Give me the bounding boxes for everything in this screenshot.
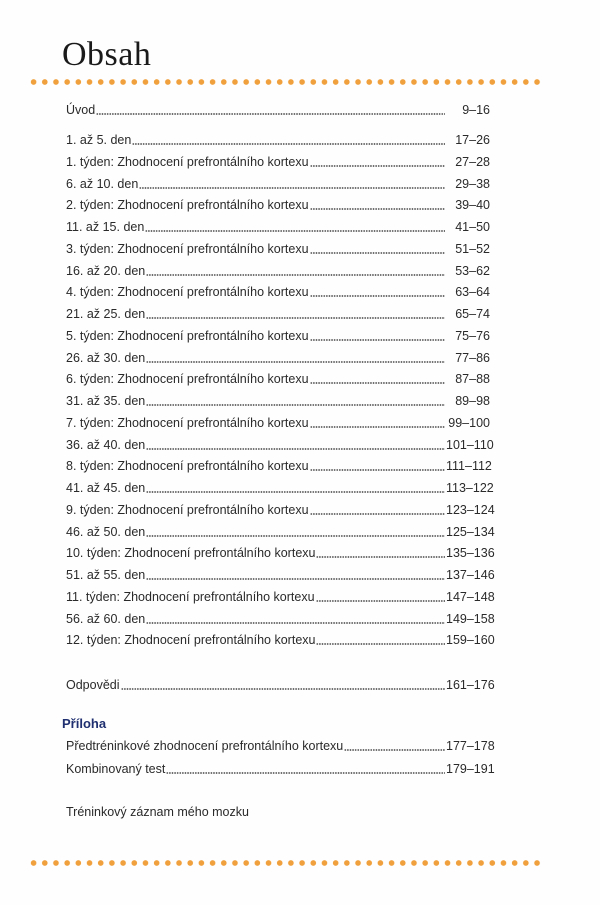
toc-dot-leader (146, 491, 445, 493)
toc-entry-title: 1. týden: Zhodnocení prefrontálního kortexu (66, 154, 309, 169)
toc-dot-leader (310, 295, 445, 297)
toc-dot-leader (139, 187, 445, 189)
toc-dot-leader (132, 143, 445, 145)
toc-entry (66, 350, 490, 366)
toc-dot-leader (146, 448, 445, 450)
toc-entry-title: 12. týden: Zhodnocení prefrontálního kortexu (66, 633, 316, 648)
toc-entry-title: 3. týden: Zhodnocení prefrontálního kortexu (66, 241, 309, 256)
toc-entry (66, 176, 490, 192)
toc-entry-title: 6. týden: Zhodnocení prefrontálního kortexu (66, 372, 309, 387)
top-dotted-divider (28, 79, 544, 85)
toc-entry-pages: 101–110 (446, 437, 494, 452)
toc-dot-leader (344, 749, 445, 751)
toc-entry (66, 393, 490, 409)
toc-dot-leader (121, 688, 445, 690)
toc-entry-pages: 137–146 (446, 568, 495, 582)
toc-dot-leader (146, 578, 445, 580)
toc-entry-pages: 9–16 (462, 103, 490, 117)
toc-entry-title: 21. až 25. den (66, 307, 146, 321)
toc-entry-pages: 27–28 (455, 154, 490, 169)
toc-dot-leader (310, 208, 445, 210)
toc-entry-pages: 113–122 (446, 481, 494, 495)
toc-dot-leader (145, 230, 445, 232)
toc-entry-pages: 147–148 (446, 589, 495, 604)
toc-entry-title: 8. týden: Zhodnocení prefrontálního kortexu (66, 459, 309, 474)
toc-dot-leader (310, 252, 445, 254)
toc-dot-leader (316, 643, 445, 645)
toc-dot-leader (316, 600, 445, 602)
toc-entry (66, 677, 495, 693)
toc-dot-leader (310, 382, 445, 384)
toc-entry-title: 46. až 50. den (66, 524, 146, 539)
toc-entry (66, 197, 490, 213)
toc-entry-pages: 51–52 (455, 241, 490, 256)
toc-dot-leader (146, 535, 445, 537)
toc-entry (66, 437, 494, 453)
toc-entry-pages: 63–64 (455, 285, 490, 300)
toc-dot-leader (316, 556, 445, 558)
toc-entry-pages: 41–50 (455, 220, 490, 234)
toc-entry (66, 241, 490, 257)
toc-entry-title: 2. týden: Zhodnocení prefrontálního kortexu (66, 198, 309, 213)
toc-entry-pages: 29–38 (455, 176, 490, 191)
toc-entry-title: Odpovědi (66, 678, 120, 692)
appendix-entry-title: Předtréninkové zhodnocení prefrontálního kortexu (66, 739, 344, 753)
toc-entry (66, 458, 490, 474)
appendix-entry (66, 738, 495, 754)
toc-dot-leader (146, 404, 445, 406)
appendix-entry-pages: 179–191 (446, 762, 495, 776)
toc-entry-title: 9. týden: Zhodnocení prefrontálního kortexu (66, 502, 309, 517)
toc-entry (66, 632, 495, 648)
toc-entry-pages: 53–62 (455, 263, 490, 278)
toc-entry (66, 306, 490, 322)
toc-entry (66, 589, 495, 605)
toc-entry-title: 56. až 60. den (66, 611, 146, 626)
toc-entry-title: 1. až 5. den (66, 133, 132, 147)
toc-entry-pages: 17–26 (455, 133, 490, 147)
toc-dot-leader (310, 513, 445, 515)
toc-entry (66, 132, 490, 148)
toc-entry (66, 567, 495, 583)
toc-entry (66, 154, 490, 170)
toc-entry (66, 524, 495, 540)
toc-entry (66, 328, 490, 344)
toc-entry-title: 5. týden: Zhodnocení prefrontálního kortexu (66, 328, 309, 343)
toc-entry (66, 102, 490, 118)
toc-dot-leader (310, 426, 445, 428)
toc-dot-leader (146, 361, 445, 363)
toc-entry (66, 611, 495, 627)
toc-entry-title: 51. až 55. den (66, 568, 146, 582)
appendix-entry-title: Kombinovaný test (66, 762, 166, 776)
toc-entry-title: 10. týden: Zhodnocení prefrontálního kortexu (66, 546, 316, 561)
toc-entry-pages: 39–40 (455, 198, 490, 213)
toc-entry (66, 545, 495, 561)
toc-dot-leader (166, 772, 445, 774)
toc-entry-pages: 161–176 (446, 678, 495, 692)
toc-entry-title: 11. týden: Zhodnocení prefrontálního kortexu (66, 589, 315, 604)
page-title: Obsah (62, 36, 152, 73)
toc-entry-pages: 135–136 (446, 546, 495, 561)
toc-entry-title: 11. až 15. den (66, 220, 145, 234)
toc-entry-pages: 111–112 (446, 459, 492, 474)
toc-entry-title: 6. až 10. den (66, 176, 139, 191)
toc-entry-pages: 89–98 (455, 394, 490, 408)
appendix-heading: Příloha (62, 716, 107, 731)
toc-entry-pages: 87–88 (455, 372, 490, 387)
toc-entry (66, 263, 490, 279)
toc-entry (66, 415, 490, 431)
toc-entry-title: 26. až 30. den (66, 350, 146, 365)
toc-dot-leader (146, 274, 445, 276)
toc-entry-pages: 149–158 (446, 611, 495, 626)
appendix-entry (66, 761, 495, 777)
toc-entry-title: 41. až 45. den (66, 481, 146, 495)
toc-entry-pages: 123–124 (446, 502, 495, 517)
toc-entry-pages: 77–86 (455, 350, 490, 365)
toc-entry-title: 4. týden: Zhodnocení prefrontálního kortexu (66, 285, 309, 300)
toc-entry-pages: 125–134 (446, 524, 495, 539)
toc-entry-pages: 65–74 (455, 307, 490, 321)
toc-entry-pages: 99–100 (448, 415, 490, 430)
training-record-entry: Tréninkový záznam mého mozku (66, 805, 249, 819)
toc-dot-leader (146, 317, 445, 319)
toc-entry (66, 219, 490, 235)
toc-entry-title: 36. až 40. den (66, 437, 146, 452)
toc-dot-leader (310, 165, 445, 167)
toc-dot-leader (146, 622, 445, 624)
toc-entry-title: 7. týden: Zhodnocení prefrontálního kortexu (66, 415, 309, 430)
toc-entry (66, 371, 490, 387)
toc-entry (66, 502, 495, 518)
toc-entry-pages: 159–160 (446, 633, 495, 648)
bottom-dotted-divider (28, 860, 544, 866)
toc-entry (66, 284, 490, 300)
toc-entry-pages: 75–76 (455, 328, 490, 343)
toc-dot-leader (96, 113, 445, 115)
toc-dot-leader (310, 469, 445, 471)
toc-entry-title: 16. až 20. den (66, 263, 146, 278)
toc-entry-title: Úvod (66, 103, 96, 117)
toc-dot-leader (310, 339, 445, 341)
toc-entry (66, 480, 494, 496)
toc-entry-title: 31. až 35. den (66, 394, 146, 408)
appendix-entry-pages: 177–178 (446, 739, 495, 753)
